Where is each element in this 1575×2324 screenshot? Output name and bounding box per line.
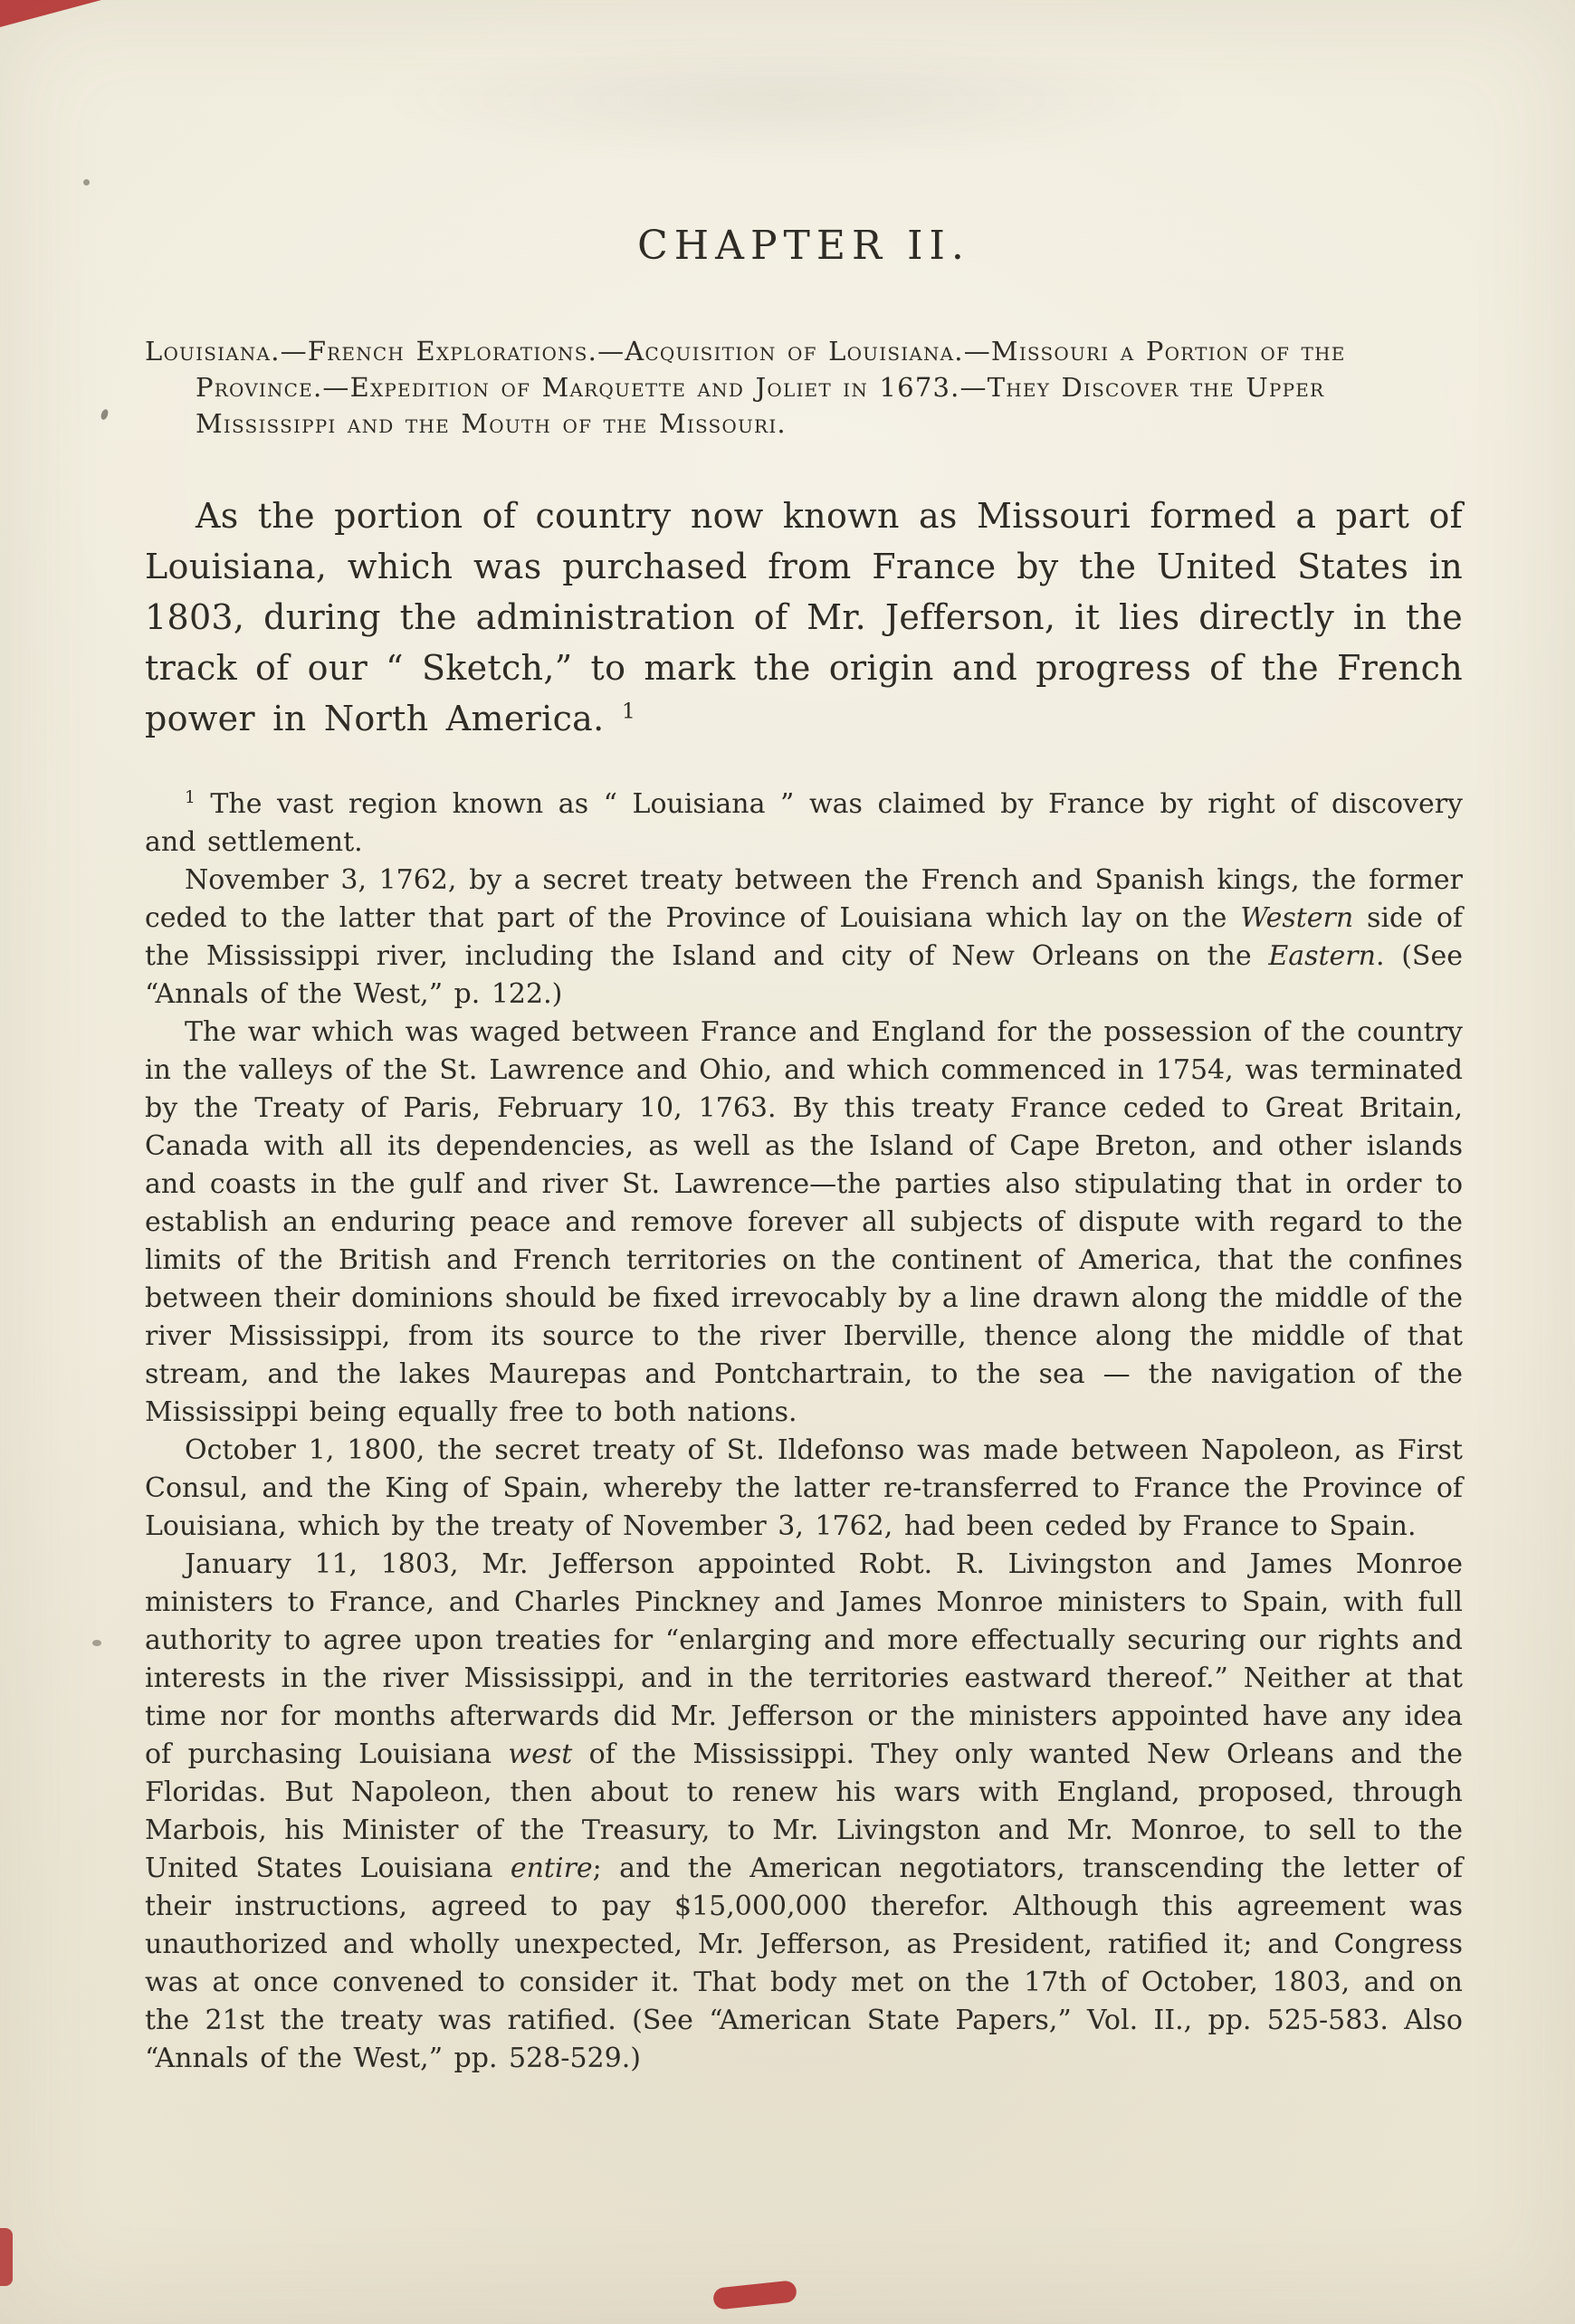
footnote-paragraph: November 3, 1762, by a secret treaty between the French and Spanish kings, the former ceded to the latter that part of the Province of Louisiana which lay on the Western side of the Mississippi river, including the Island and city of New Orleans on the Eastern. (See “Annals of the West,” p. 122.) [145,864,1463,1010]
scan-artifact-bottom-left [0,2228,13,2286]
chapter-summary: Louisiana.—French Explorations.—Acquisition of Louisiana.—Missouri a Portion of the Province.—Expedition of Marquette and Joliet in 1673.—They Discover the Upper Mississippi and the Mouth of the Missouri. [145,336,1346,439]
footnote-paragraph: January 11, 1803, Mr. Jefferson appointed Robt. R. Livingston and James Monroe ministers to France, and Charles Pinckney and James Monroe ministers to Spain, with full authority to agree upon treaties for “enlarging and more effectually securing our rights and interests in the river Mississippi, and in the territories eastward thereof.” Neither at that time nor for months afterwards did Mr. Jefferson or the ministers appointed have any idea of purchasing Louisiana west of the Mississippi. They only wanted New Orleans and the Floridas. But Napoleon, then about to renew his wars with England, proposed, through Marbois, his Minister of the Treasury, to Mr. Livingston and Mr. Monroe, to sell to the United States Louisiana entire; and the American negotiators, transcending the letter of their instructions, agreed to pay $15,000,000 therefor. Although this agreement was unauthorized and wholly unexpected, Mr. Jefferson, as President, ratified it; and Congress was at once convened to consider it. That body met on the 17th of October, 1803, and on the 21st the treaty was ratified. (See “American State Papers,” Vol. II., pp. 525-583. Also “Annals of the West,” pp. 528-529.) [145,1548,1463,2074]
ink-speck [92,1640,101,1646]
ink-speck [83,179,90,186]
footnote-paragraph: $^1$ The vast region known as “ Louisiana ” was claimed by France by right of discovery and settlement. [145,788,1463,858]
footnote-paragraph: October 1, 1800, the secret treaty of St. Ildefonso was made between Napoleon, as First Consul, and the King of Spain, whereby the latter re-transferred to France the Province of Louisiana, which by the treaty of November 3, 1762, had been ceded by France to Spain. [145,1434,1463,1542]
chapter-title: CHAPTER II. [637,223,970,269]
page-bleed-through [380,36,1195,163]
ink-speck [100,408,110,421]
footnote [145,786,1463,2078]
footnote-paragraph: The war which was waged between France and England for the possession of the country in the valleys of the St. Lawrence and Ohio, and which commenced in 1754, was terminated by the Treaty of Paris, February 10, 1763. By this treaty France ceded to Great Britain, Canada with all its dependencies, as well as the Island of Cape Breton, and other islands and coasts in the gulf and river St. Lawrence—the parties also stipulating that in order to establish an enduring peace and remove forever all subjects of dispute with regard to the limits of the British and French territories on the continent of America, that the confines between their dominions should be fixed irrevocably by a line drawn along the middle of the river Mississippi, from its source to the river Iberville, thence along the middle of that stream, and the lakes Maurepas and Pontchartrain, to the sea — the navigation of the Mississippi being equally free to both nations. [145,1016,1463,1428]
body-paragraph: As the portion of country now known as Missouri formed a part of Louisiana, which was purchased from France by the United States in 1803, during the administration of Mr. Jefferson, it lies directly in the track of our “ Sketch,” to mark the origin and progress of the French power in North America. $^1$ [145,496,1463,738]
page-content [145,223,1463,2078]
scan-artifact-bottom-center [712,2280,797,2310]
scan-artifact-top-left [0,0,101,27]
